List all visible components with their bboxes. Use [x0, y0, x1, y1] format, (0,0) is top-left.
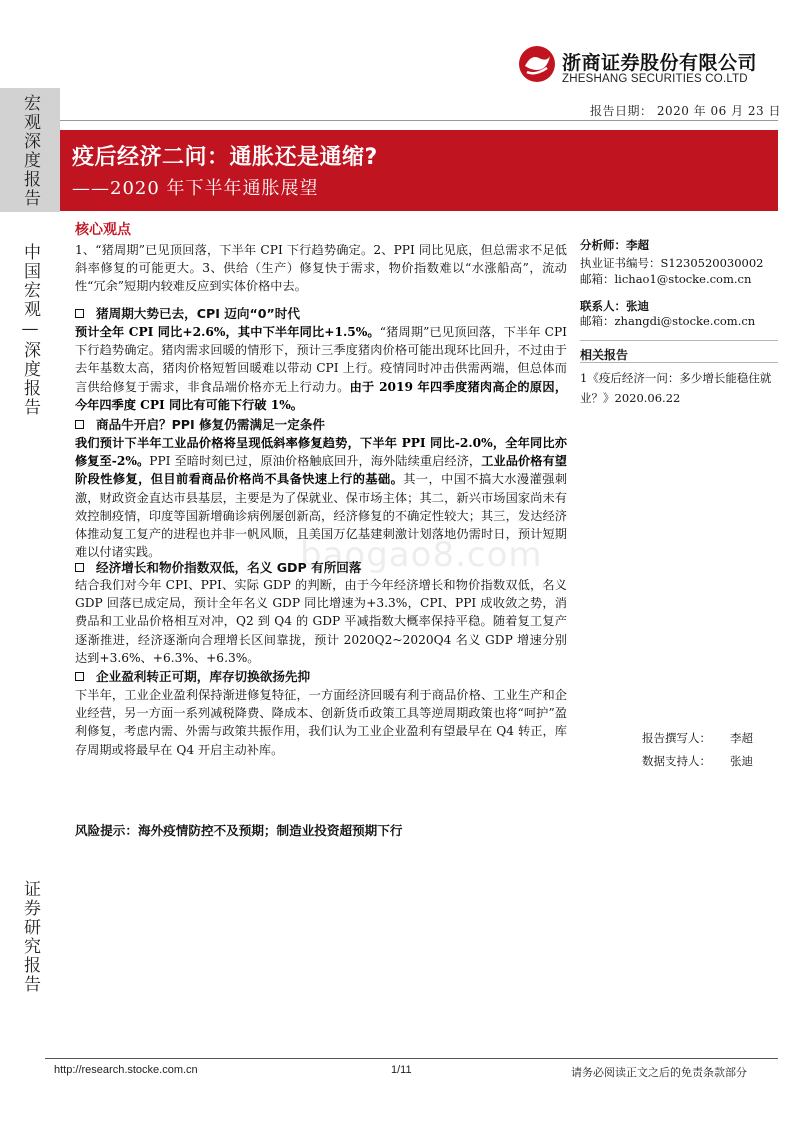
core-view-heading: 核心观点	[75, 222, 131, 238]
section-title-text: 经济增长和物价指数双低，名义 GDP 有所回落	[96, 560, 362, 575]
section-title	[75, 303, 300, 322]
divider	[45, 1058, 778, 1059]
sidebar-footer-label: 证券研究报告	[20, 880, 40, 994]
section-text: 下半年，工业企业盈利保持渐进修复特征，一方面经济回暖有利于商品价格、工业生产和企业经营，另一方面一系列减税降费、降成本、创新货币政策工具等逆周期政策也将“呵护”盈利修复，考虑内需、外需与政策共振作用，我们认为工业企业盈利有望最早在 Q4 转正，库存周期或将最早在 Q4 开启主动补库。	[75, 688, 567, 757]
divider	[580, 340, 778, 341]
page-number: 1/11	[391, 1064, 412, 1076]
company-name-en: ZHESHANG SECURITIES CO.LTD	[562, 73, 748, 85]
core-view-text	[75, 241, 567, 296]
section-text: 结合我们对今年 CPI、PPI、实际 GDP 的判断，由于今年经济增长和物价指数双低，名义 GDP 回落已成定局，预计全年名义 GDP 同比增速为+3.3%，CPI、PPI 成收敛之势，消费品和工业品价格相互对冲，Q2 到 Q4 的 GDP 平减指数大概率保持平稳。随着复工复产逐渐推进，经济逐渐向合理增长区间靠拢，预计 2020Q2~2020Q4 名义 GDP 增速分别达到+3.6%、+6.3%、+6.3%。	[75, 578, 567, 665]
contact-name: 联系人：张迪	[580, 299, 649, 313]
writer-name: 李超	[730, 731, 753, 745]
section-body	[75, 576, 567, 667]
checkbox-bullet-icon	[75, 672, 84, 681]
core-view-body: 1、“猪周期”已见顶回落，下半年 CPI 下行趋势确定。2、PPI 同比见底，但总需求不足低斜率修复的可能更大。3、供给（生产）修复快于需求，物价指数难以“水涨船高”，流动性“冗余”短期内较难反应到实体价格中去。	[75, 243, 567, 294]
report-subtitle: ——2020 年下半年通胀展望	[72, 178, 319, 199]
analyst-email[interactable]: 邮箱：lichao1@stocke.com.cn	[580, 272, 752, 286]
section-lead: 我们预计下半年工业品价格将呈现低斜率修复趋势，下半年 PPI 同比-2.0%，全年同比亦修复至-2%。	[75, 436, 567, 469]
report-title: 疫后经济二问：通胀还是通缩?	[72, 145, 378, 170]
company-name-cn: 浙商证券股份有限公司	[562, 52, 758, 74]
section-emphasis: 工业品价格有望阶段性修复，但目前看商品价格尚不具备快速上行的基础。	[75, 454, 567, 487]
support-name: 张迪	[730, 754, 753, 768]
sidebar-top-text: 宏观深度报告	[20, 94, 40, 208]
contact-email[interactable]: 邮箱：zhangdi@stocke.com.cn	[580, 314, 756, 328]
checkbox-bullet-icon	[75, 420, 84, 429]
section-title-text: 商品牛开启？PPI 修复仍需满足一定条件	[96, 417, 326, 432]
divider	[580, 362, 778, 363]
report-date: 报告日期： 2020 年 06 月 23 日	[590, 104, 781, 118]
risk-warning: 风险提示：海外疫情防控不及预期；制造业投资超预期下行	[75, 823, 403, 838]
divider	[60, 120, 778, 121]
sidebar-report-type	[0, 88, 60, 212]
section-text: PPI 至暗时刻已过，原油价格触底回升，海外陆续重启经济，	[149, 454, 482, 469]
section-text: 其一，中国不搞大水漫灌强刺激，财政资金直达市县基层，主要是为了保就业、保市场主体；其二，新兴市场国家尚未有效控制疫情，印度等国新增确诊病例屡创新高，经济修复的不确定性较大；其三，发达经济体推动复工复产的进程也并非一帆风顺，且美国万亿基建刺激计划落地仍需时日，预计短期难以付诸实践。	[75, 472, 568, 560]
checkbox-bullet-icon	[75, 309, 84, 318]
section-title	[75, 666, 310, 685]
section-title-text: 企业盈利转正可期，库存切换欲扬先抑	[96, 669, 311, 684]
watermark: baogao8.com	[300, 535, 543, 575]
zheshang-logo-icon	[517, 44, 557, 84]
support-label: 数据支持人：	[642, 754, 711, 768]
section-text: “猪周期”已见顶回落，下半年 CPI 下行趋势确定。猪肉需求回暖的情形下，预计三季度猪肉价格可能出现环比回升，不过由于去年基数太高，猪肉价格短暂回暖难以带动 CPI 上行。疫情同时冲击供需两端，但总体而言供给修复于需求，非食品端价格亦无上行动力。	[75, 325, 567, 394]
related-report-link[interactable]: 1《疫后经济一问：多少增长能稳住就业？》2020.06.22	[580, 371, 772, 405]
section-lead: 预计全年 CPI 同比+2.6%，其中下半年同比+1.5%。	[75, 325, 380, 339]
section-tail: 由于 2019 年四季度猪肉高企的原因，今年四季度 CPI 同比有可能下行破 1%。	[75, 379, 568, 412]
section-title-text: 猪周期大势已去，CPI 迈向“0”时代	[96, 306, 300, 321]
section-body	[75, 686, 567, 759]
writer-label: 报告撰写人：	[642, 731, 711, 745]
analyst-name: 分析师：李超	[580, 238, 649, 252]
checkbox-bullet-icon	[75, 563, 84, 572]
footer-disclaimer: 请务必阅读正文之后的免责条款部分	[571, 1066, 747, 1079]
section-title	[75, 414, 325, 433]
analyst-license: 执业证书编号：S1230520030002	[580, 256, 764, 270]
section-body	[75, 323, 567, 414]
sidebar-category: 中国宏观—深度报告	[20, 243, 40, 417]
footer-url-link[interactable]: http://research.stocke.com.cn	[54, 1064, 198, 1076]
related-reports-heading: 相关报告	[580, 348, 629, 362]
